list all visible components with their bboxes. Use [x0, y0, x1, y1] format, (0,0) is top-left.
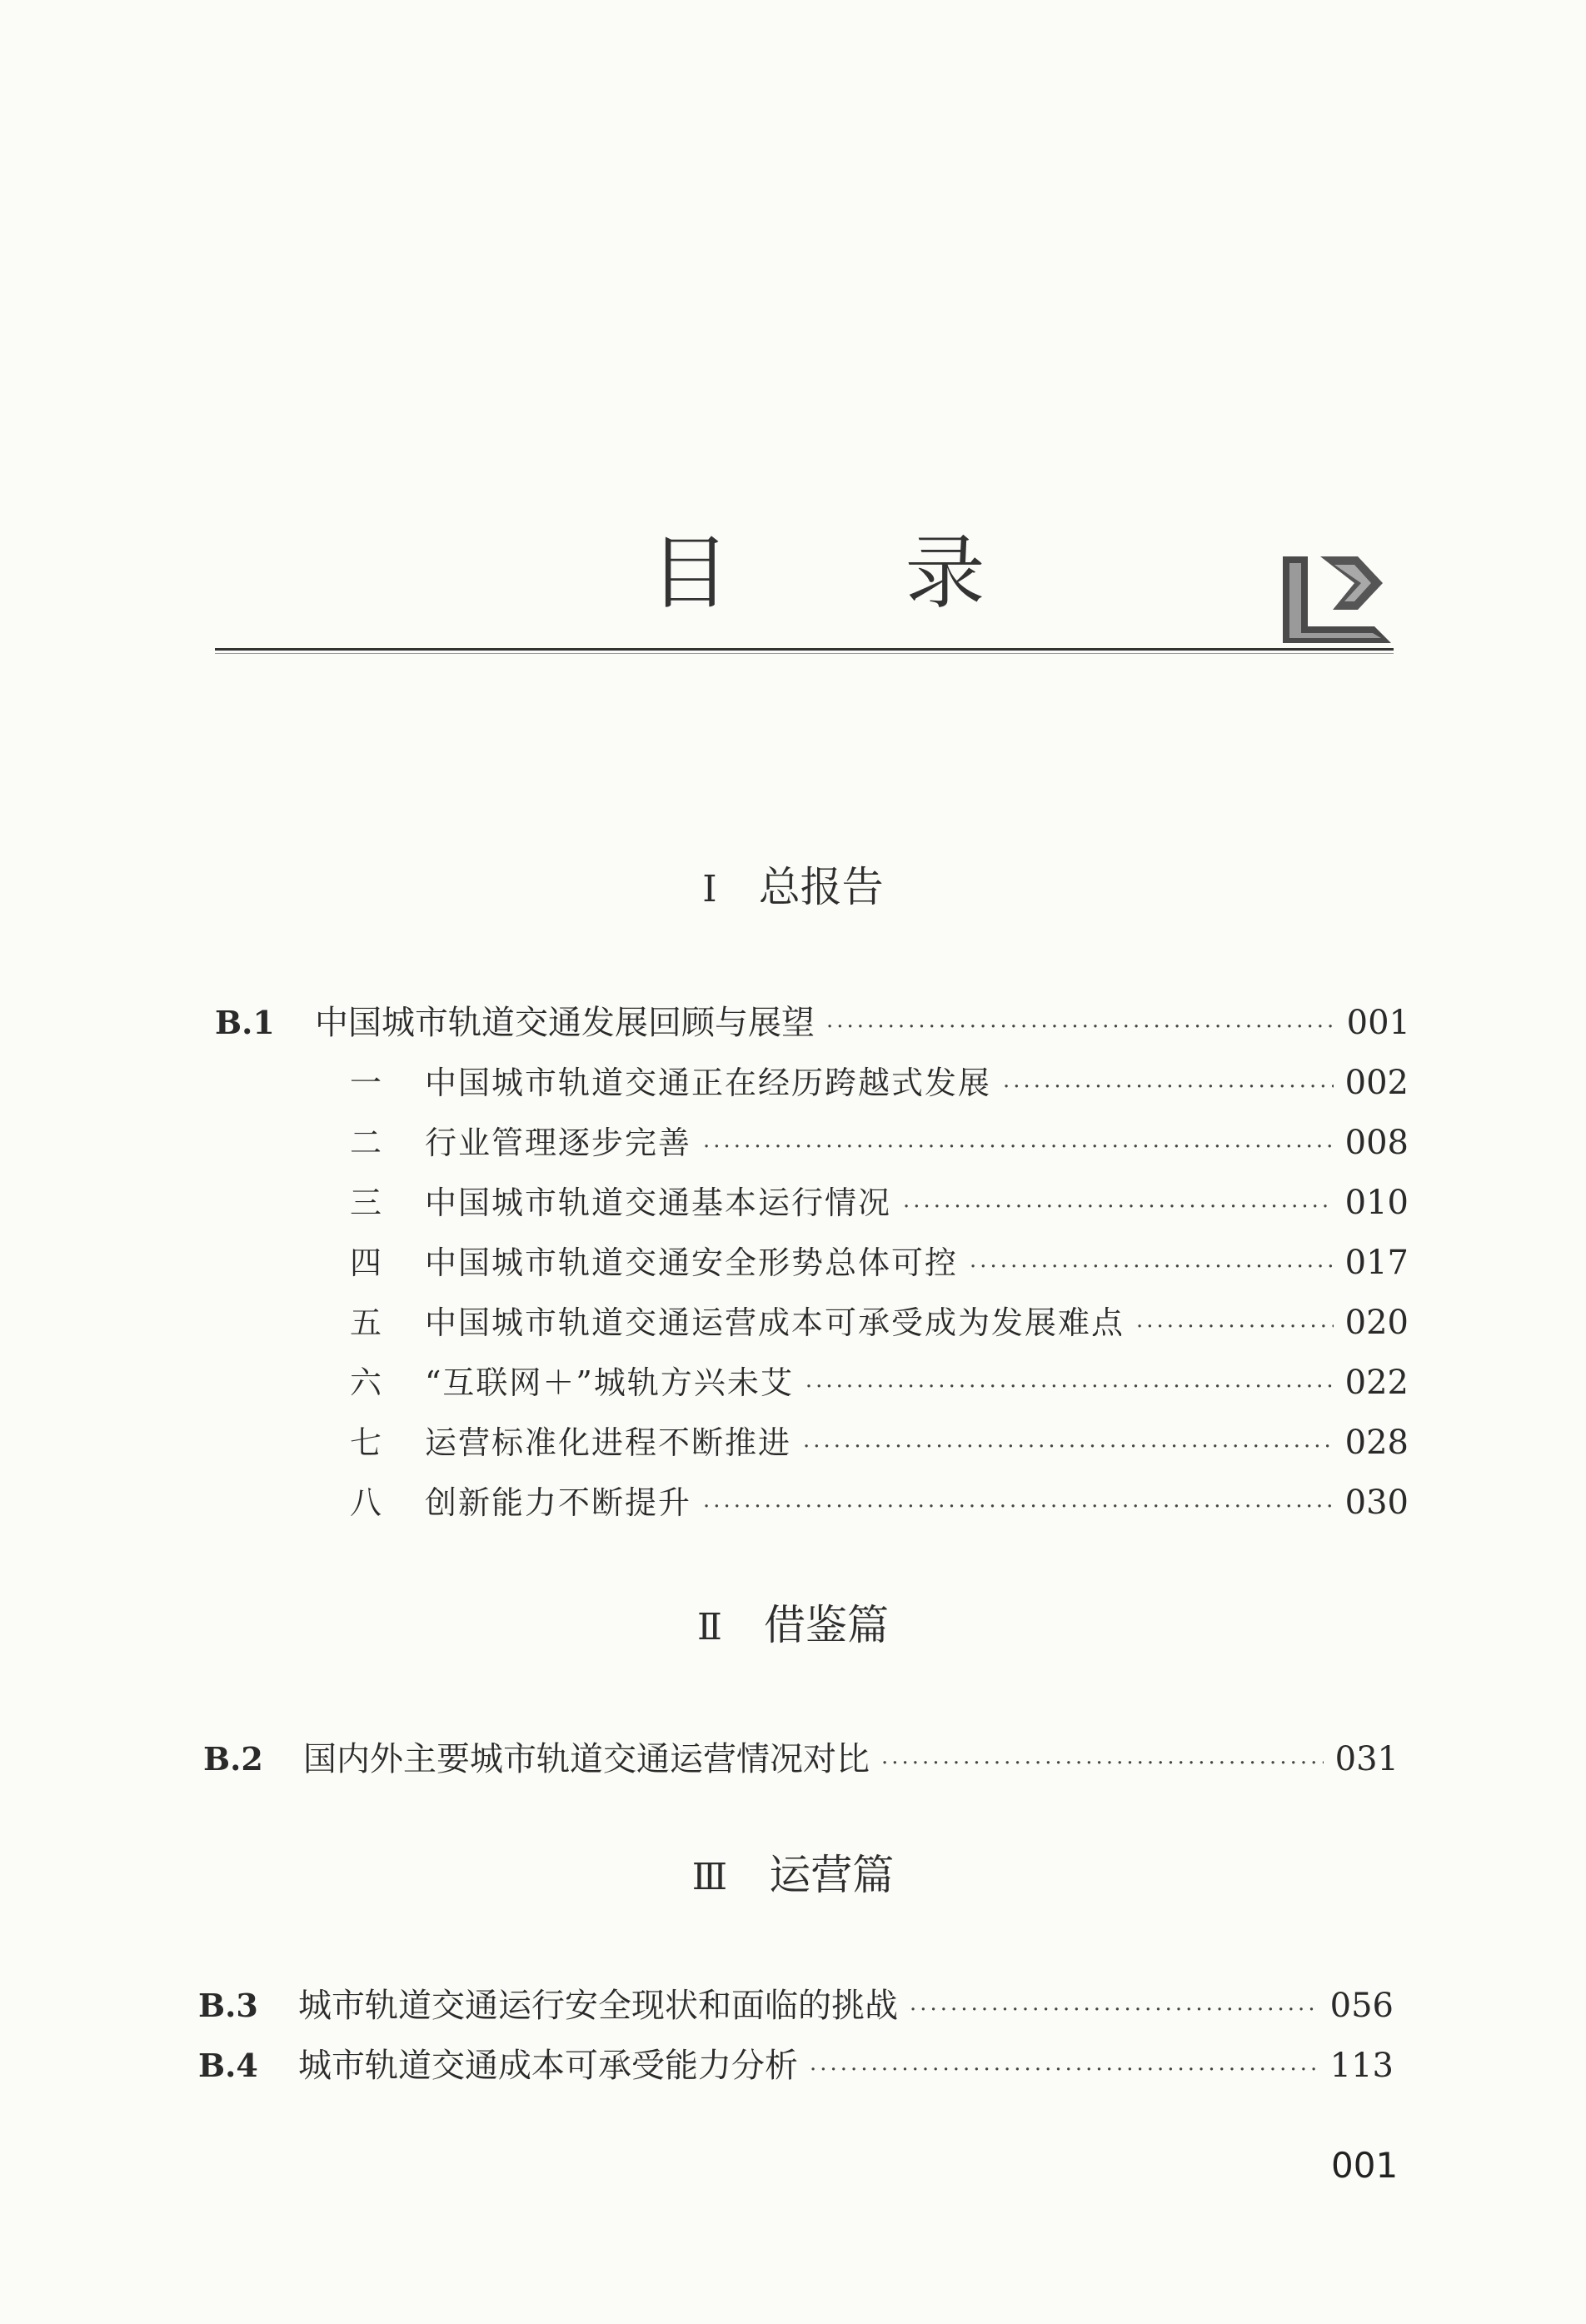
- subentry-title: 创新能力不断提升: [425, 1484, 692, 1521]
- dot-leader: [810, 2047, 1319, 2093]
- toc-subentry[interactable]: [350, 1479, 1409, 1526]
- toc-subentry[interactable]: [350, 1299, 1409, 1346]
- subentry-marker: 七: [350, 1424, 382, 1461]
- subentry-page: 022: [1344, 1364, 1409, 1402]
- toc-subentry[interactable]: [350, 1120, 1409, 1166]
- subentry-page: 002: [1344, 1064, 1409, 1102]
- subentry-marker: 八: [350, 1484, 382, 1521]
- entry-code: B.3: [198, 1987, 258, 2024]
- dot-leader: [805, 1364, 1334, 1410]
- toc-entry-b3[interactable]: [198, 1982, 1394, 2029]
- entry-page: 031: [1334, 1740, 1399, 1778]
- entry-code: B.4: [198, 2047, 258, 2084]
- subentry-title: 中国城市轨道交通基本运行情况: [425, 1184, 892, 1221]
- dot-leader: [881, 1740, 1324, 1787]
- subentry-page: 020: [1344, 1304, 1409, 1342]
- subentry-marker: 五: [350, 1304, 382, 1341]
- subentry-marker: 二: [350, 1125, 382, 1161]
- toc-subentry[interactable]: [350, 1179, 1409, 1226]
- section-heading-2: [0, 1601, 1586, 1649]
- dot-leader: [703, 1124, 1334, 1170]
- entry-page: 113: [1329, 2047, 1394, 2085]
- dot-leader: [903, 1184, 1334, 1230]
- toc-subentry[interactable]: [350, 1060, 1409, 1106]
- subentry-title: 运营标准化进程不断推进: [425, 1424, 792, 1461]
- toc-entry-b4[interactable]: [198, 2042, 1394, 2089]
- section-name: 运营篇: [769, 1851, 895, 1899]
- toc-subentry[interactable]: [350, 1359, 1409, 1406]
- section-numeral: Ⅲ: [691, 1856, 728, 1898]
- entry-title: 城市轨道交通成本可承受能力分析: [298, 2047, 798, 2085]
- dot-leader: [826, 1004, 1335, 1050]
- subentry-page: 010: [1344, 1184, 1409, 1222]
- entry-code: B.1: [215, 1004, 275, 1041]
- subentry-page: 028: [1344, 1424, 1409, 1462]
- page-number: 001: [1331, 2145, 1399, 2186]
- subentry-page: 008: [1344, 1124, 1409, 1162]
- toc-subentry[interactable]: [350, 1419, 1409, 1466]
- toc-entry-b2[interactable]: [203, 1736, 1399, 1783]
- section-numeral: Ⅱ: [697, 1606, 722, 1648]
- entry-page: 001: [1346, 1004, 1410, 1042]
- section-heading-1: [0, 863, 1586, 911]
- publisher-logo-icon: [1274, 550, 1408, 658]
- entry-title: 国内外主要城市轨道交通运营情况对比: [303, 1740, 870, 1778]
- subentry-marker: 三: [350, 1184, 382, 1221]
- toc-subentry[interactable]: [350, 1239, 1409, 1286]
- entry-page: 056: [1329, 1987, 1394, 2025]
- entry-title: 中国城市轨道交通发展回顾与展望: [315, 1004, 815, 1042]
- subentry-page: 030: [1344, 1484, 1409, 1522]
- page-title: 目 录: [650, 526, 1060, 620]
- dot-leader: [803, 1424, 1334, 1470]
- section-numeral: Ⅰ: [702, 868, 717, 910]
- subentry-marker: 四: [350, 1244, 382, 1281]
- title-divider: [215, 648, 1394, 651]
- dot-leader: [910, 1987, 1319, 2033]
- subentry-title: “互联网＋”城轨方兴未艾: [425, 1364, 794, 1401]
- toc-entry-b1[interactable]: [215, 1000, 1410, 1046]
- entry-title: 城市轨道交通运行安全现状和面临的挑战: [298, 1987, 898, 2025]
- dot-leader: [1136, 1304, 1334, 1350]
- subentry-marker: 六: [350, 1364, 382, 1401]
- subentry-marker: 一: [350, 1065, 382, 1101]
- section-heading-3: [0, 1851, 1586, 1899]
- subentry-title: 中国城市轨道交通运营成本可承受成为发展难点: [425, 1304, 1125, 1341]
- subentry-title: 中国城市轨道交通安全形势总体可控: [425, 1244, 959, 1281]
- subentry-title: 中国城市轨道交通正在经历跨越式发展: [425, 1065, 992, 1101]
- dot-leader: [1003, 1064, 1334, 1110]
- dot-leader: [703, 1484, 1334, 1530]
- subentry-page: 017: [1344, 1244, 1409, 1282]
- dot-leader: [970, 1244, 1334, 1290]
- entry-code: B.2: [203, 1740, 263, 1778]
- subentry-title: 行业管理逐步完善: [425, 1125, 692, 1161]
- section-name: 借鉴篇: [763, 1601, 889, 1649]
- section-name: 总报告: [758, 863, 884, 911]
